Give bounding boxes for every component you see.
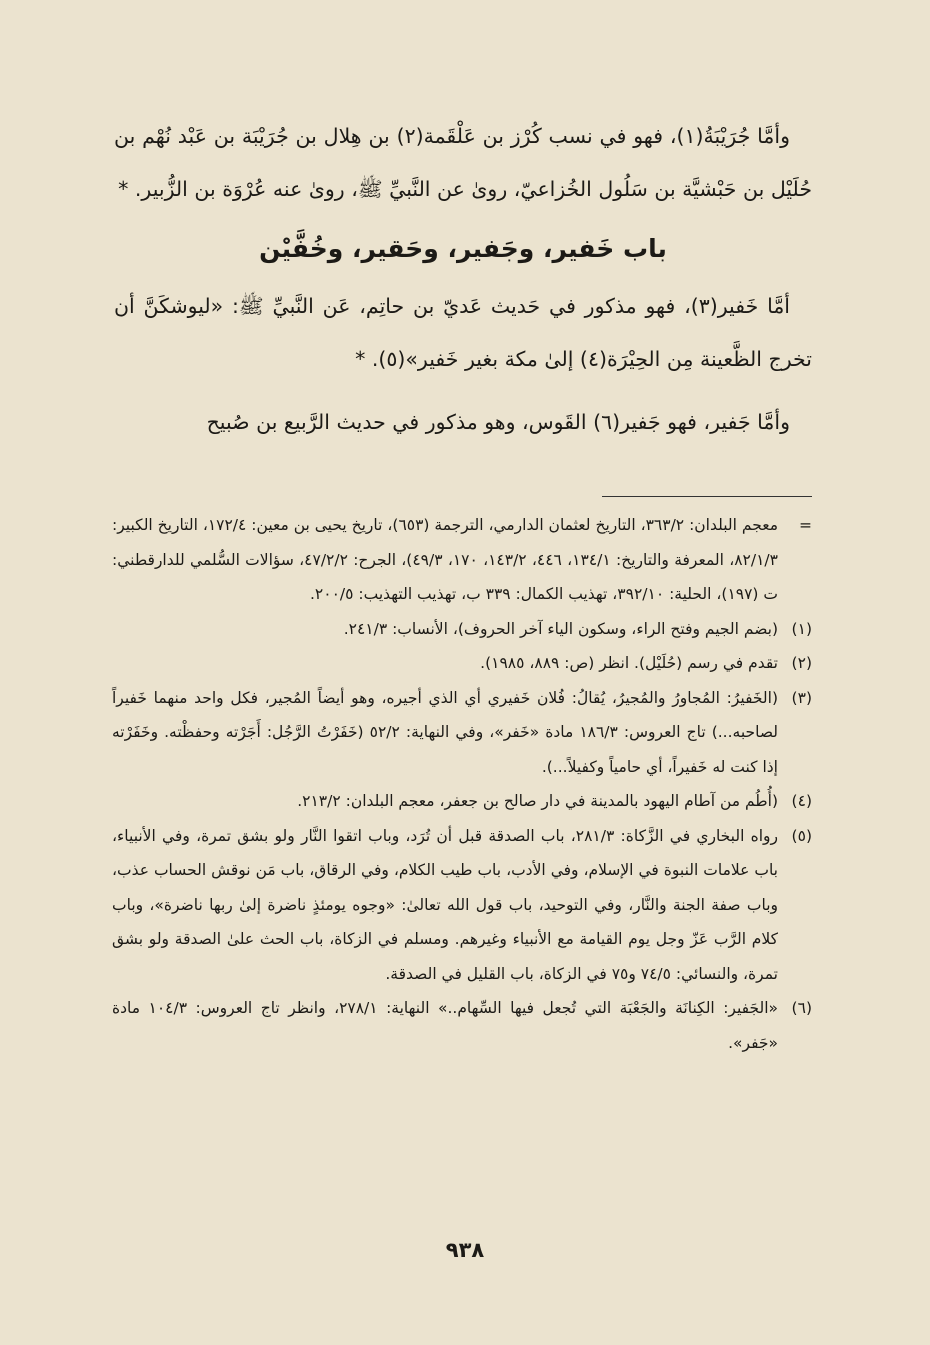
footnote-text: معجم البلدان: ٣٦٣/٢، التاريخ لعثمان الدارمي، الترجمة (٦٥٣)، تاريخ يحيى بن معين: ١٧٢/٤، التاريخ الكبير: ٨٢/١/٣، المعرفة والتاريخ: ١٣٤/١، ٤٤٦، ١٤٣/٢، ١٧٠، ٤٩/٣)، الجرح: ٤٧/٢/٢، سؤالات السُّلمي للدارقطني: ت (١٩٧)، الحلية: ٣٩٢/١٠، تهذيب الكمال: ٣٣٩ ب، تهذيب التهذيب: ٢٠٠/٥. (112, 516, 778, 603)
footnote-text: رواه البخاري في الزَّكاة: ٢٨١/٣، باب الصدقة قبل أن تُرَد، وباب اتقوا النَّار ولو بشق تمرة، وفي الأنبياء، باب علامات النبوة في الإسلام، وفي الأدب، باب طيب الكلام، وفي الرقاق، باب مَن نوقش الحساب عذب، وباب صفة الجنة والنَّار، وفي التوحيد، باب قول الله تعالىٰ: «وجوه يومئذٍ ناضرة إلىٰ ربها ناضرة»، وباب كلام الرَّب عَزّ وجل يوم القيامة مع الأنبياء وغيرهم. ومسلم في الزكاة، باب الحث علىٰ الصدقة ولو بشق تمرة، والنسائي: ٧٤/٥ و٧٥ في الزكاة، باب القليل في الصدقة. (112, 826, 778, 983)
footnote-text: تقدم في رسم (حُلَيْل). انظر (ص: ٨٨٩، ١٩٨٥). (480, 654, 778, 672)
footnote-6 (112, 991, 812, 1060)
footnote-marker: = (799, 516, 812, 534)
footnote-marker: (٣) (791, 688, 812, 707)
section-heading: باب خَفير، وجَفير، وحَقير، وخُفَّيْن (259, 234, 667, 263)
footnote-continuation (112, 508, 812, 612)
footnotes (112, 508, 812, 1060)
footnote-text: «الجَفير: الكِنانَة والجَعْبَة التي تُجعل فيها السِّهام..» النهاية: ٢٧٨/١، وانظر تاج العروس: ١٠٤/٣ مادة «جَفر». (112, 999, 779, 1052)
footnote-marker: (٢) (791, 654, 812, 672)
footnote-2 (112, 646, 812, 681)
footnote-1 (112, 612, 812, 647)
footnote-marker: (٤) (791, 792, 812, 810)
paragraph-gap (114, 386, 812, 396)
footnote-marker: (٥) (791, 826, 812, 845)
paragraph-jurayba: وأمَّا جُرَيْبَةُ(١)، فهو في نسب كُرْز بن عَلْقَمة(٢) بن هِلال بن جُرَيْبَة بن عَبْد نُهْم بن حُلَيْل بن حَبْشيَّة بن سَلُول الخُزاعيّ، روىٰ عن النَّبيِّ ﷺ، روىٰ عنه عُرْوَة بن الزُّبير. * (114, 124, 812, 201)
footnote-separator (602, 496, 812, 497)
footnote-text: (أُطُم من آطام اليهود بالمدينة في دار صالح بن جعفر، معجم البلدان: ٢١٣/٢. (297, 792, 778, 810)
main-text (114, 110, 812, 449)
footnote-text: (بضم الجيم وفتح الراء، وسكون الياء آخر الحروف)، الأنساب: ٢٤١/٣. (343, 619, 778, 638)
paragraph-khafir: أمَّا خَفير(٣)، فهو مذكور في حَديث عَديّ بن حاتِم، عَن النَّبيِّ ﷺ: «ليوشكَنَّ أن تخرج الظَّعينة مِن الحِيْرَة(٤) إلىٰ مكة بغير خَفير»(٥). * (114, 294, 812, 371)
footnote-marker: (٦) (791, 999, 812, 1017)
footnote-marker: (١) (791, 619, 812, 638)
footnote-3 (112, 681, 812, 785)
footnote-text: (الخَفيرُ: المُجاورُ والمُجيرُ، يُقالُ: فُلان خَفيري أي الذي أجيره، وهو أيضاً المُجير، فكل واحد منهما خَفيراً لصاحبه...) تاج العروس: ١٨٦/٣ مادة «خَفر»، وفي النهاية: ٥٢/٢ (خَفَرْتُ الرَّجُل: أَجَرْته وحفظْته. وخَفَرْته إذا كنت له خَفيراً، أي حامياً وكفيلاً...). (112, 688, 778, 776)
page-number: ٩٣٨ (445, 1238, 485, 1262)
footnote-5 (112, 819, 812, 992)
paragraph-jafir: وأمَّا جَفير، فهو جَفير(٦) القَوس، وهو مذكور في حديث الرَّبيع بن صُبيح (206, 410, 790, 434)
footnote-4 (112, 784, 812, 819)
